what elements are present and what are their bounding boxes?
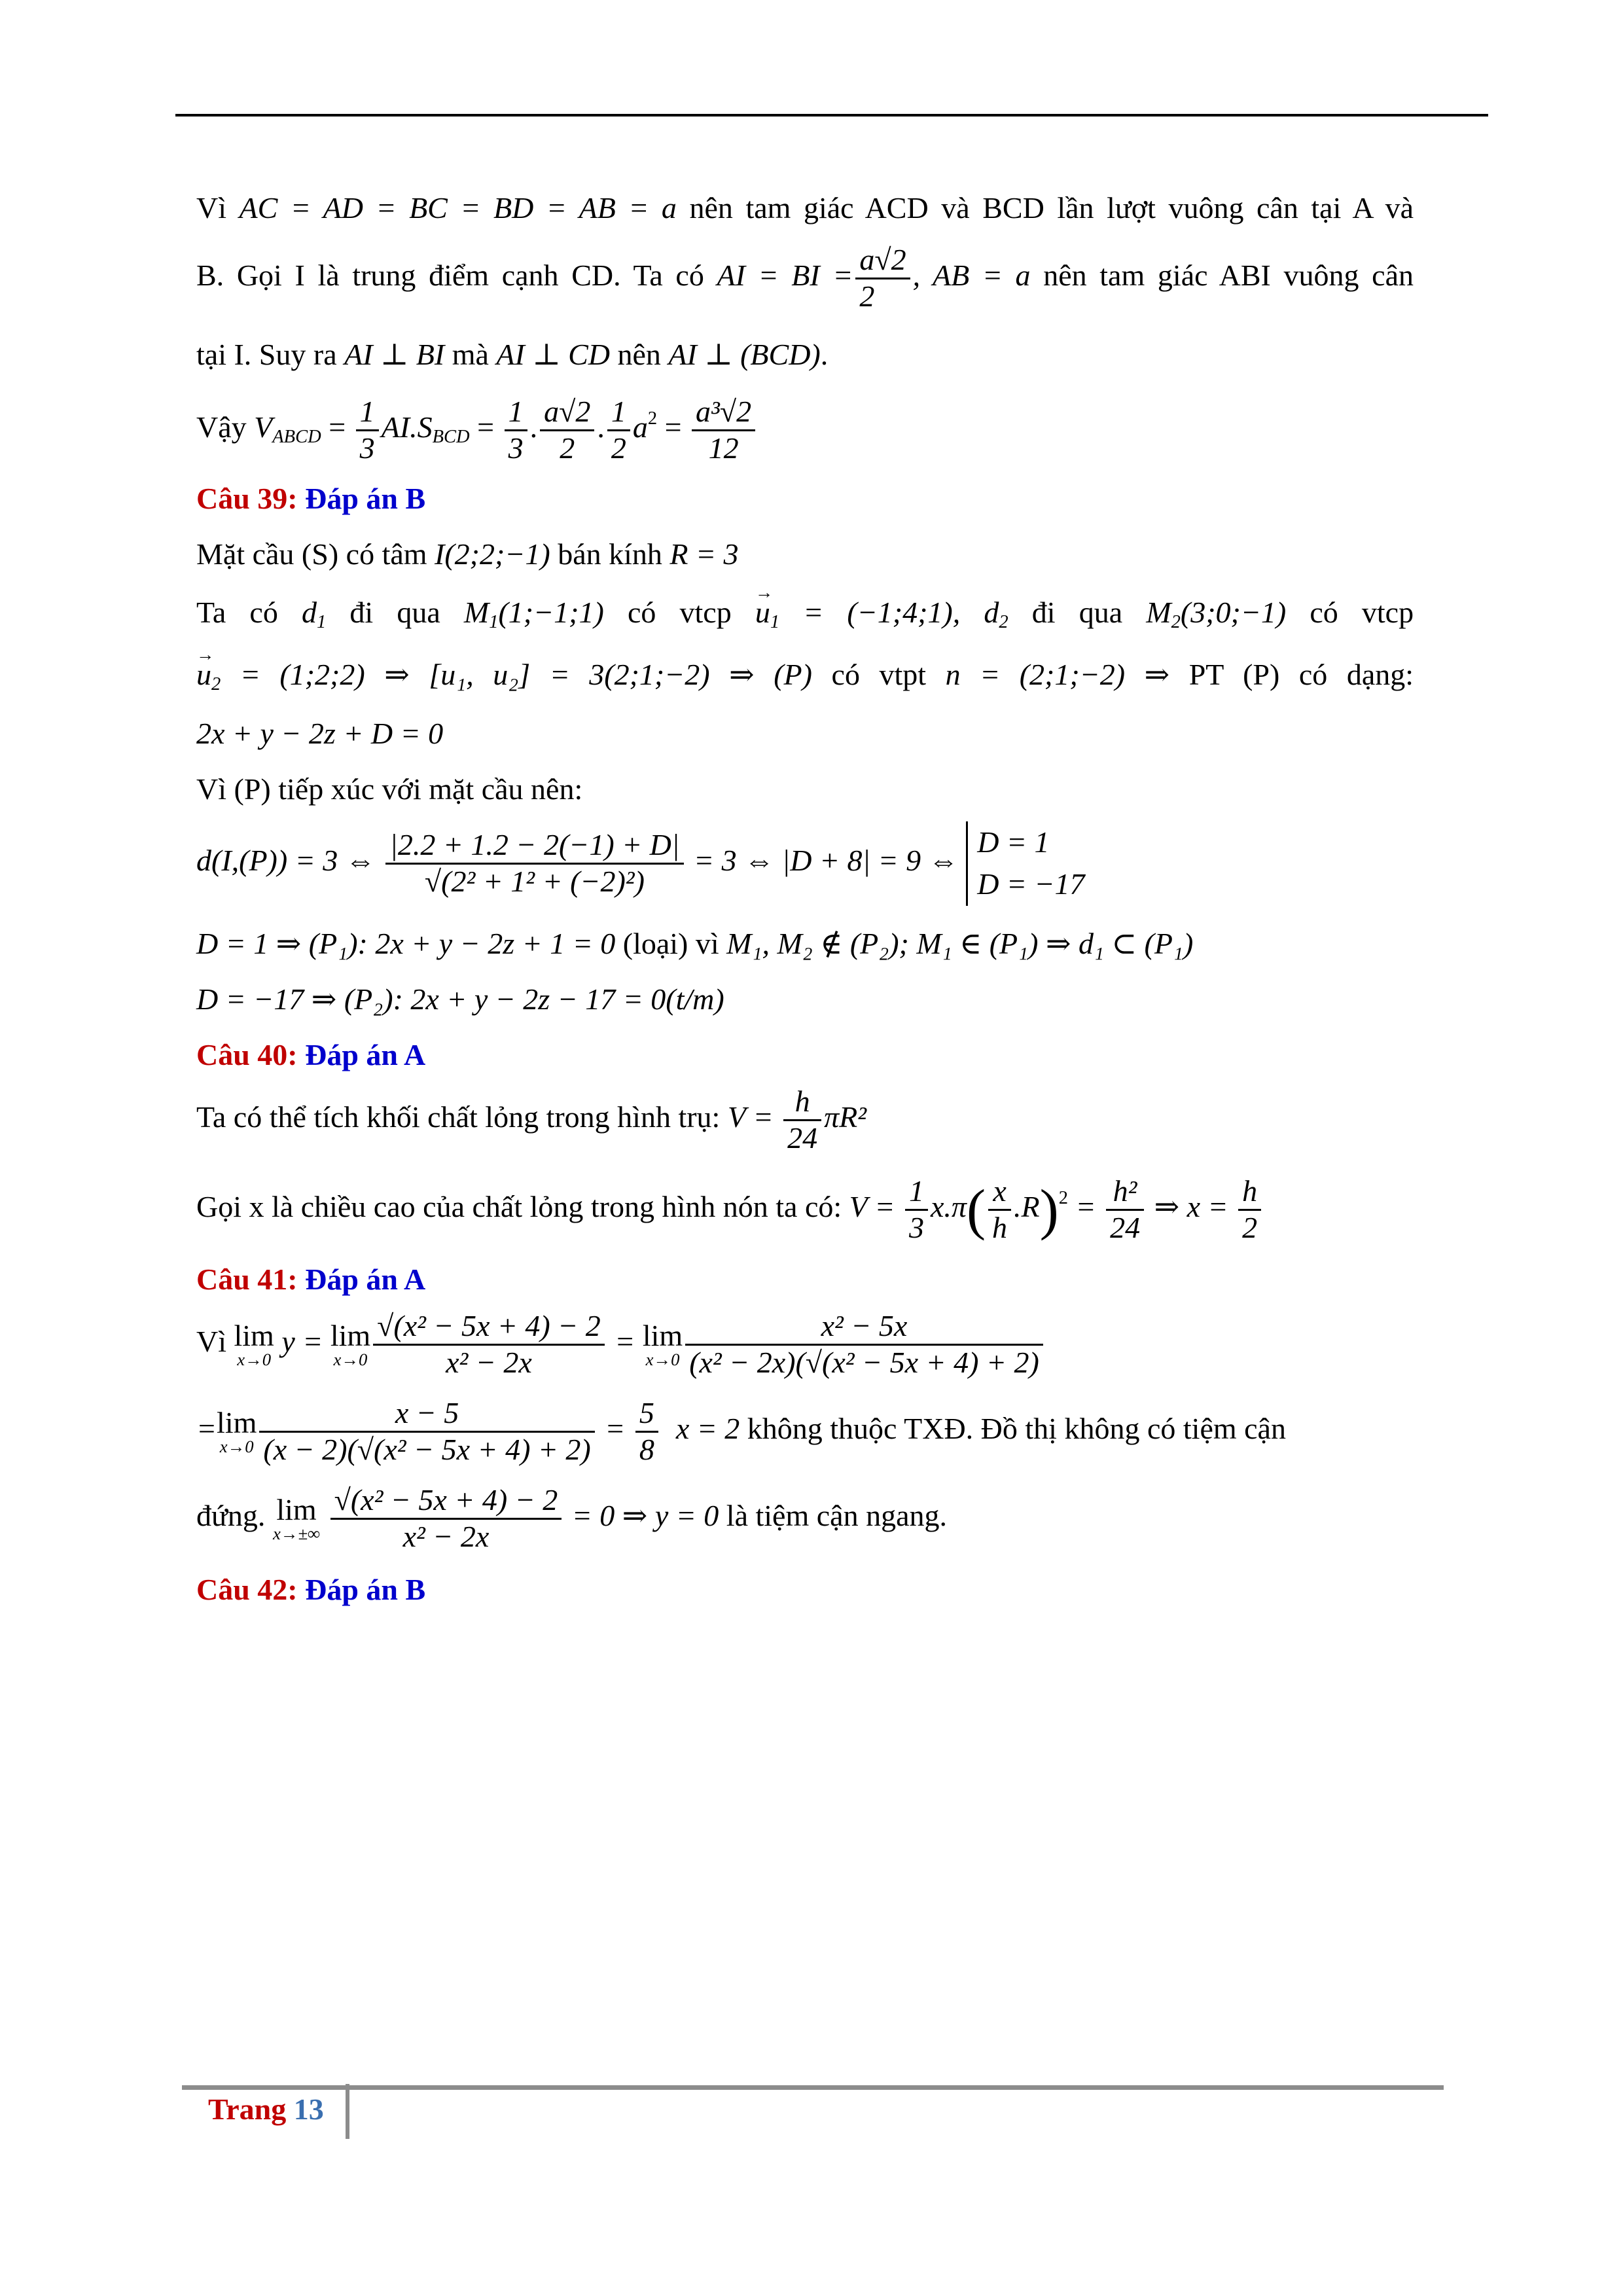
math: V = — [849, 1190, 895, 1224]
math: AI ⊥ (BCD) — [668, 337, 821, 371]
fraction — [330, 1483, 562, 1554]
text: đứng. — [196, 1498, 266, 1532]
q39-line-1 — [196, 536, 1414, 572]
math: (3;0;−1) — [1180, 596, 1287, 630]
text: bán kính — [558, 537, 662, 571]
header-rule — [175, 114, 1488, 117]
math-ai-bi: AI = BI = — [717, 259, 853, 293]
fraction — [385, 828, 683, 899]
math: M₁, M₂ ∉ (P₂); M₁ ∈ (P₁) ⇒ d₁ ⊂ (P₁) — [726, 926, 1194, 960]
fraction — [635, 1396, 658, 1467]
q39-line-8: D = −17 ⇒ (P₂): 2x + y − 2z − 17 = 0(t/m) — [196, 982, 724, 1016]
numerator: 1 — [356, 395, 379, 431]
numerator: √(x² − 5x + 4) − 2 — [330, 1483, 562, 1520]
numerator: 5 — [635, 1396, 658, 1433]
paragraph-3 — [196, 336, 1414, 372]
q39-line-2 — [196, 594, 1414, 634]
text: Vậy — [196, 410, 247, 444]
text: Ta có — [196, 596, 278, 630]
math: (1;−1;1) — [498, 596, 604, 630]
text: Mặt cầu (S) có tâm — [196, 537, 427, 571]
question-39-heading — [196, 480, 1414, 516]
text: là tiệm cận ngang. — [726, 1498, 948, 1532]
lim-subscript: x→0 — [333, 1350, 368, 1370]
numerator: a√2 — [855, 243, 910, 279]
numerator: 1 — [505, 395, 527, 431]
answer-label: Đáp án B — [305, 481, 426, 515]
answer-label: Đáp án A — [305, 1038, 426, 1072]
limit — [330, 1321, 370, 1369]
fraction — [607, 395, 630, 466]
lim-subscript: x→±∞ — [272, 1523, 321, 1543]
math: = 0 ⇒ y = 0 — [571, 1498, 719, 1532]
fraction — [259, 1396, 594, 1467]
q39-line-7 — [196, 925, 1414, 961]
q39-distance-equation — [196, 821, 1414, 906]
lim-subscript: x→0 — [219, 1437, 254, 1457]
subscript: 1 — [489, 612, 499, 633]
case-2: D = −17 — [977, 867, 1085, 901]
text: Vì — [196, 1325, 226, 1359]
math: = 3 ⇔ |D + 8| = 9 ⇔ — [694, 844, 959, 878]
case-bracket — [966, 821, 1084, 906]
numerator: √(x² − 5x + 4) − 2 — [373, 1309, 605, 1346]
text: (loại) vì — [622, 926, 719, 960]
text: có vtpt — [831, 657, 927, 691]
math-normal-vector: n = (2;1;−2) ⇒ — [945, 657, 1170, 691]
fraction — [855, 243, 910, 314]
denominator: x² − 2x — [402, 1519, 490, 1553]
paragraph-2 — [196, 243, 1414, 314]
text: mà — [452, 337, 489, 371]
heading-label: Câu 40: — [196, 1038, 298, 1072]
page-value: 13 — [293, 2092, 324, 2126]
paragraph-1 — [196, 190, 1414, 226]
math-radius: R = 3 — [669, 537, 739, 571]
math-equality: AC = AD = BC = BD = AB = a — [239, 191, 677, 224]
subscript: BCD — [432, 427, 470, 448]
question-42-heading — [196, 1571, 1414, 1607]
fraction — [783, 1085, 821, 1156]
denominator: 2 — [611, 431, 626, 465]
math: ⇒ x = — [1154, 1190, 1228, 1224]
case-1: D = 1 — [977, 825, 1050, 859]
denominator: 2 — [1242, 1211, 1258, 1245]
math: = — [1075, 1190, 1096, 1224]
subscript: 1 — [770, 612, 780, 633]
text: không thuộc TXĐ. Đồ thị không có tiệm cận — [747, 1411, 1286, 1445]
footer-divider — [346, 2084, 349, 2139]
q39-line-5: Vì (P) tiếp xúc với mặt cầu nên: — [196, 772, 583, 806]
footer-rule — [182, 2085, 1444, 2090]
numerator: a³√2 — [692, 395, 755, 431]
fraction — [988, 1174, 1011, 1246]
lim-subscript: x→0 — [237, 1350, 272, 1370]
lim-label: lim — [234, 1319, 274, 1353]
fraction — [540, 395, 594, 466]
fraction — [685, 1309, 1043, 1380]
denominator: (x² − 2x)(√(x² − 5x + 4) + 2) — [689, 1346, 1039, 1380]
math: V — [254, 410, 273, 444]
volume-formula: Vậy $V_{ABCD}$ = $\frac{1}{3}$ $AI.S_{BCD}$ = $\frac{1}{3}$ . $\frac{a√2}{2}$ . $\frac{1}{2}$ $a^2$ = $\frac{\text{a³√2}}{12}$ — [196, 395, 1414, 466]
vector-u1: → u — [755, 594, 770, 630]
numerator: x − 5 — [259, 1396, 594, 1433]
math: AI.S — [381, 410, 433, 444]
math: = — [605, 1411, 626, 1445]
numerator: 1 — [905, 1174, 928, 1211]
text: có vtcp — [627, 596, 732, 630]
math: d(I,(P)) = 3 ⇔ — [196, 844, 376, 878]
fraction — [1106, 1174, 1144, 1246]
math-center: I(2;2;−1) — [435, 537, 550, 571]
subscript: 2 — [1171, 612, 1181, 633]
limit — [217, 1408, 257, 1456]
q41-line-2 — [196, 1396, 1414, 1467]
math: M — [463, 596, 490, 630]
text: PT (P) có dạng: — [1188, 657, 1414, 691]
subscript: 2 — [211, 673, 221, 694]
fraction — [356, 395, 379, 466]
lim-label: lim — [642, 1319, 683, 1353]
text: đi qua — [1031, 596, 1123, 630]
denominator: 8 — [639, 1432, 654, 1466]
math: AI ⊥ CD — [496, 337, 610, 371]
subscript: 2 — [999, 612, 1008, 633]
superscript: 2 — [647, 408, 658, 429]
math: D = 1 ⇒ (P₁): 2x + y − 2z + 1 = 0 — [196, 926, 616, 960]
text: nên tam giác ABI vuông cân — [1043, 259, 1414, 293]
answer-label: Đáp án B — [305, 1572, 426, 1606]
page-label: Trang — [208, 2092, 287, 2126]
text: . — [820, 337, 829, 371]
denominator: x² − 2x — [446, 1346, 532, 1380]
denominator: 3 — [508, 431, 524, 465]
subscript: ABCD — [272, 427, 321, 448]
question-41-heading — [196, 1261, 1414, 1297]
denominator: 24 — [1110, 1211, 1141, 1245]
question-40-heading — [196, 1037, 1414, 1073]
math: = — [196, 1411, 217, 1445]
denominator: 2 — [560, 431, 575, 465]
numerator: h² — [1106, 1174, 1144, 1211]
text: nên tam giác ACD và BCD lần lượt vuông cân tại A và — [689, 191, 1414, 224]
limit — [234, 1321, 274, 1369]
limit — [272, 1492, 321, 1543]
numerator: 1 — [607, 395, 630, 431]
math-ab: , AB = a — [912, 259, 1031, 293]
q41-line-1 — [196, 1309, 1414, 1380]
denominator: h — [992, 1211, 1008, 1245]
fraction — [692, 395, 755, 466]
math: = — [615, 1325, 635, 1359]
numerator: x² − 5x — [685, 1309, 1043, 1346]
page-number — [208, 2092, 324, 2126]
math: a — [632, 410, 648, 444]
heading-label: Câu 42: — [196, 1572, 298, 1606]
math: x.π — [930, 1190, 967, 1224]
denominator: 3 — [359, 431, 375, 465]
page-content — [196, 190, 1414, 1607]
fraction — [505, 395, 527, 466]
numerator: a√2 — [540, 395, 594, 431]
denominator: (x − 2)(√(x² − 5x + 4) + 2) — [263, 1432, 591, 1466]
limit — [643, 1321, 683, 1369]
text: B. Gọi I là trung điểm cạnh CD. Ta có — [196, 259, 704, 293]
text: đi qua — [349, 596, 440, 630]
lim-label: lim — [276, 1492, 317, 1526]
math: d — [302, 596, 317, 630]
answer-label: Đáp án A — [305, 1263, 426, 1296]
fraction — [373, 1309, 605, 1380]
text: Vì — [196, 191, 226, 224]
q39-line-3 — [196, 656, 1414, 696]
denominator: 12 — [708, 431, 739, 465]
denominator: 24 — [787, 1121, 818, 1155]
subscript: 1 — [317, 612, 327, 633]
numerator: h — [783, 1085, 821, 1121]
math: .R — [1014, 1190, 1040, 1224]
denominator: √(2² + 1² + (−2)²) — [424, 864, 645, 898]
denominator: 3 — [908, 1211, 924, 1245]
text: nên — [617, 337, 661, 371]
math: y = — [281, 1325, 323, 1359]
vector-u2: → u — [196, 656, 211, 692]
math: = (−1;4;1), — [803, 596, 961, 630]
numerator: h — [1238, 1174, 1261, 1211]
numerator: x — [988, 1174, 1011, 1211]
text: có vtcp — [1310, 596, 1414, 630]
math-cross-product: ⇒ [u₁, u₂] = 3(2;1;−2) ⇒ (P) — [384, 657, 812, 691]
fraction — [1238, 1174, 1261, 1246]
lim-label: lim — [330, 1319, 371, 1353]
text: Ta có thể tích khối chất lỏng trong hình trụ: — [196, 1100, 721, 1134]
q40-line-2: Gọi x là chiều cao của chất lỏng trong hình nón ta có: V = $\frac{1}{3}$ x.π( $\frac{x}{h}$ .R)$^2$ = $\frac{\text{h²}}{24}$ ⇒ x = $\frac{h}{2}$ — [196, 1174, 1414, 1246]
math: AI ⊥ BI — [344, 337, 445, 371]
math: = (1;2;2) — [240, 657, 365, 691]
numerator: |2.2 + 1.2 − 2(−1) + D| — [385, 828, 683, 865]
q39-plane-equation: 2x + y − 2z + D = 0 — [196, 716, 444, 750]
fraction — [905, 1174, 928, 1246]
text: tại I. Suy ra — [196, 337, 337, 371]
math: πR² — [824, 1100, 867, 1134]
lim-subscript: x→0 — [645, 1350, 680, 1370]
heading-label: Câu 39: — [196, 481, 298, 515]
lim-label: lim — [217, 1406, 257, 1440]
text: Gọi x là chiều cao của chất lỏng trong hình nón ta có: — [196, 1190, 842, 1224]
math: d — [984, 596, 999, 630]
q40-line-1 — [196, 1085, 1414, 1156]
heading-label: Câu 41: — [196, 1263, 298, 1296]
denominator: 2 — [859, 279, 875, 314]
math: V = — [727, 1100, 774, 1134]
q41-line-3 — [196, 1483, 1414, 1554]
math: M — [1146, 596, 1171, 630]
math: x = 2 — [675, 1411, 740, 1445]
